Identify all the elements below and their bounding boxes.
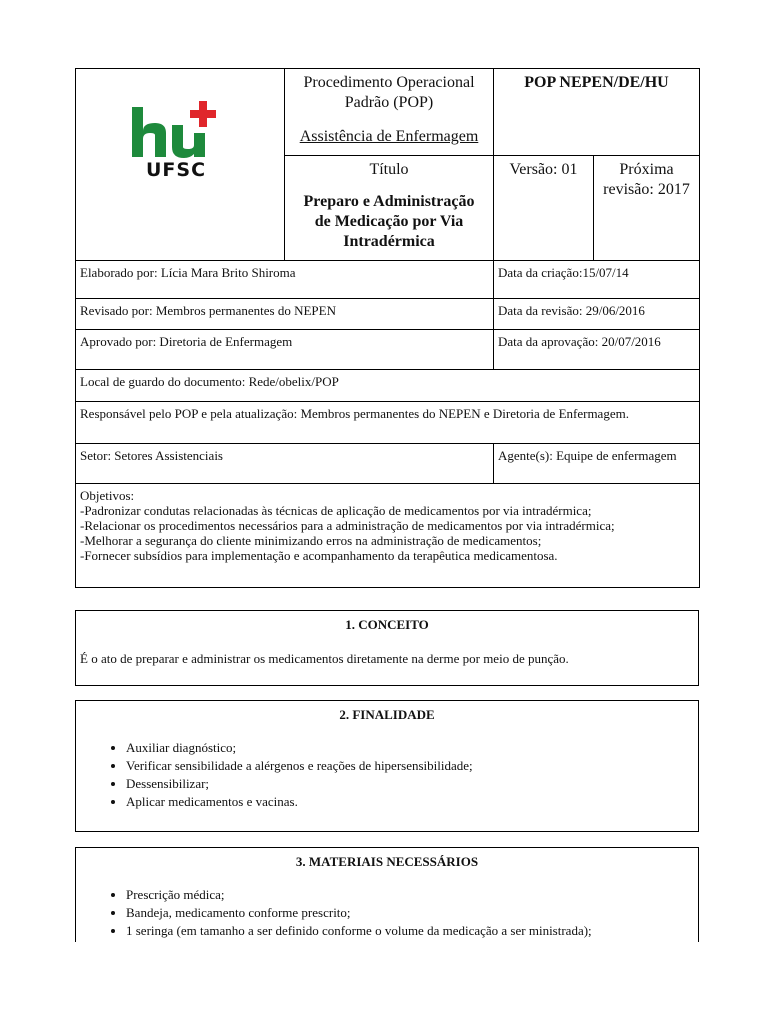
objetivo-item: -Relacionar os procedimentos necessários para a administração de medicamentos por via intradérmica; [80, 518, 615, 533]
pop-title-line1: Procedimento Operacional [303, 74, 475, 91]
elaborado-cell [76, 261, 494, 299]
setor-cell [76, 444, 494, 484]
setor-text: Setor: Setores Assistenciais [80, 448, 223, 463]
responsavel-text: Responsável pelo POP e pela atualização: Membros permanentes do NEPEN e Diretoria de Enfermagem. [80, 406, 629, 421]
list-item: • 1 seringa (em tamanho a ser definido conforme o volume da medicação a ser ministrada); [126, 922, 698, 940]
data-revisao-text: Data da revisão: 29/06/2016 [498, 303, 645, 318]
pop-subtitle: Assistência de Enfermagem [299, 128, 479, 145]
elaborado-text: Elaborado por: Lícia Mara Brito Shiroma [80, 265, 296, 280]
materiais-title: 3. MATERIAIS NECESSÁRIOS [295, 854, 479, 869]
data-criacao-text: Data da criação:15/07/14 [498, 265, 629, 280]
responsavel-cell [76, 402, 700, 444]
data-aprovacao-text: Data da aprovação: 20/07/2016 [498, 334, 661, 349]
aprovado-cell [76, 330, 494, 370]
hu-ufsc-logo [128, 101, 228, 185]
agentes-text: Agente(s): Equipe de enfermagem [498, 448, 677, 463]
institution-name: UFSC [146, 159, 207, 181]
pop-code-cell [494, 69, 700, 156]
objetivos-cell [76, 484, 700, 588]
logo-cell [76, 69, 285, 261]
list-item: • Verificar sensibilidade a alérgenos e reações de hipersensibilidade; [126, 757, 698, 775]
local-guarda-text: Local de guardo do documento: Rede/obelix/POP [80, 374, 339, 389]
data-revisao-cell [494, 299, 700, 330]
titulo-label: Título [369, 161, 409, 178]
versao-cell [494, 156, 594, 261]
materiais-section [75, 847, 699, 942]
conceito-text: É o ato de preparar e administrar os medicamentos diretamente na derme por meio de punção. [80, 651, 569, 666]
revisado-cell [76, 299, 494, 330]
objetivo-item: -Padronizar condutas relacionadas às técnicas de aplicação de medicamentos por via intradérmica; [80, 503, 592, 518]
objetivo-item: -Melhorar a segurança do cliente minimizando erros na administração de medicamentos; [80, 533, 542, 548]
list-item: • Aplicar medicamentos e vacinas. [126, 793, 698, 811]
pop-code: POP NEPEN/DE/HU [524, 74, 669, 91]
aprovado-text: Aprovado por: Diretoria de Enfermagem [80, 334, 293, 349]
titulo-text: Preparo e Administração de Medicação por Via Intradérmica [303, 193, 475, 250]
finalidade-section [75, 700, 699, 832]
objetivos-label: Objetivos: [80, 488, 135, 503]
data-aprovacao-cell [494, 330, 700, 370]
finalidade-list [76, 739, 698, 811]
titulo-cell [285, 156, 494, 261]
revisado-text: Revisado por: Membros permanentes do NEPEN [80, 303, 336, 318]
list-item: • Dessensibilizar; [126, 775, 698, 793]
materiais-list [76, 886, 698, 940]
conceito-section [75, 610, 699, 686]
data-criacao-cell [494, 261, 700, 299]
proxima-revisao-cell [594, 156, 700, 261]
objetivo-item: -Fornecer subsídios para implementação e acompanhamento da terapêutica medicamentosa. [80, 548, 558, 563]
proxima-revisao-text: Próxima revisão: 2017 [603, 161, 690, 198]
pop-header-table [75, 68, 700, 588]
conceito-title: 1. CONCEITO [345, 617, 429, 632]
finalidade-title: 2. FINALIDADE [339, 707, 435, 722]
pop-title-cell [285, 69, 494, 156]
local-guarda-cell [76, 370, 700, 402]
list-item: • Bandeja, medicamento conforme prescrito; [126, 904, 698, 922]
versao-text: Versão: 01 [509, 161, 578, 178]
list-item: • Prescrição médica; [126, 886, 698, 904]
list-item: • Auxiliar diagnóstico; [126, 739, 698, 757]
agentes-cell [494, 444, 700, 484]
pop-title-line2: Padrão (POP) [344, 94, 434, 111]
